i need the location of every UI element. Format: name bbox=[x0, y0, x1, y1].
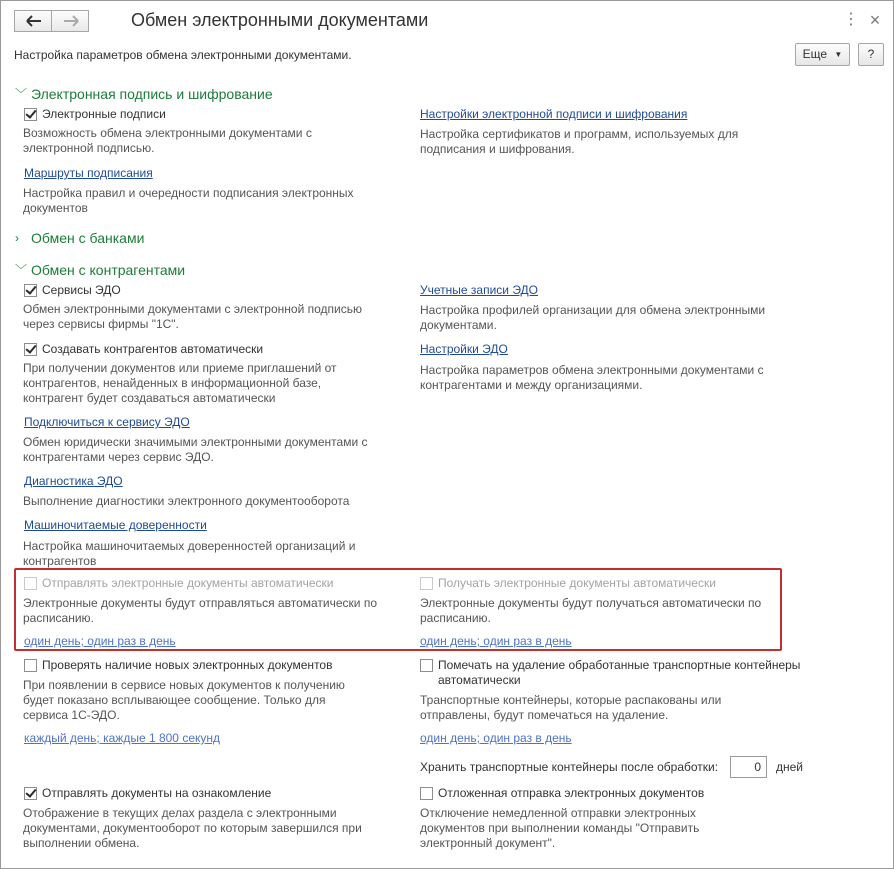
machine-readable-poa-desc: Настройка машиночитаемых доверенностей организаций и контрагентов bbox=[23, 539, 356, 568]
more-actions-icon[interactable]: ⋮ bbox=[843, 11, 859, 28]
machine-readable-poa-link[interactable]: Машиночитаемые доверенности bbox=[24, 518, 207, 532]
edo-diagnostics-link[interactable]: Диагностика ЭДО bbox=[24, 474, 123, 488]
more-button-label: Еще bbox=[802, 47, 828, 61]
edo-settings-desc: Настройка параметров обмена электронными документами с контрагентами и между организациями. bbox=[420, 363, 764, 392]
esign-desc: Возможность обмена электронными документами с электронной подписью. bbox=[23, 126, 312, 155]
receive-auto-checkbox[interactable] bbox=[420, 577, 433, 590]
edo-services-checkbox[interactable] bbox=[24, 284, 37, 297]
group-signature-header[interactable] bbox=[15, 85, 273, 102]
connect-edo-desc: Обмен юридически значимыми электронными документами с контрагентами через сервис ЭДО. bbox=[23, 435, 368, 464]
receive-auto-checkbox-label[interactable]: Получать электронные документы автоматически bbox=[438, 576, 716, 590]
arrow-left-icon bbox=[26, 15, 42, 27]
group-counterparties-header[interactable] bbox=[15, 261, 185, 278]
page-title: Обмен электронными документами bbox=[131, 10, 429, 30]
forward-button[interactable] bbox=[51, 10, 89, 32]
keep-days-input[interactable]: 0 bbox=[730, 756, 767, 778]
chevron-down-icon: ﹀ bbox=[15, 87, 28, 101]
deferred-desc: Отключение немедленной отправки электронных документов при выполнении команды "Отправить электронный документ". bbox=[420, 806, 700, 850]
chevron-down-icon: ﹀ bbox=[15, 263, 28, 277]
mark-delete-checkbox-label[interactable]: Помечать на удаление обработанные транспортные контейнеры автоматически bbox=[438, 658, 801, 687]
deferred-checkbox-label[interactable]: Отложенная отправка электронных документов bbox=[438, 786, 705, 800]
check-new-desc: При появлении в сервисе новых документов к получению будет показано всплывающее сообщение. Только для сервиса 1С-ЭДО. bbox=[23, 678, 345, 722]
esign-settings-desc: Настройка сертификатов и программ, используемых для подписания и шифрования. bbox=[420, 127, 739, 156]
help-button[interactable]: ? bbox=[858, 43, 884, 66]
deferred-checkbox[interactable] bbox=[420, 787, 433, 800]
send-auto-schedule-link[interactable]: один день; один раз в день bbox=[24, 634, 176, 648]
check-new-schedule-link[interactable]: каждый день; каждые 1 800 секунд bbox=[24, 731, 221, 745]
signing-routes-link[interactable]: Маршруты подписания bbox=[24, 166, 153, 180]
group-signature-title: Электронная подпись и шифрование bbox=[31, 86, 273, 102]
edo-services-checkbox-label[interactable]: Сервисы ЭДО bbox=[42, 283, 121, 297]
more-button[interactable] bbox=[795, 43, 850, 66]
check-new-checkbox-label[interactable]: Проверять наличие новых электронных документов bbox=[42, 658, 333, 672]
receive-auto-desc: Электронные документы будут получаться автоматически по расписанию. bbox=[420, 596, 762, 625]
auto-create-desc: При получении документов или приеме приглашений от контрагентов, ненайденных в информационной базе, контрагент будет создаваться автоматически bbox=[23, 361, 337, 405]
edo-services-desc: Обмен электронными документами с электронной подписью через сервисы фирмы "1С". bbox=[23, 302, 362, 331]
keep-days-unit: дней bbox=[776, 760, 804, 774]
page-subtitle: Настройка параметров обмена электронными документами. bbox=[14, 48, 352, 62]
review-checkbox[interactable] bbox=[24, 787, 37, 800]
edo-accounts-desc: Настройка профилей организации для обмена электронными документами. bbox=[420, 303, 766, 332]
auto-create-checkbox-label[interactable]: Создавать контрагентов автоматически bbox=[42, 342, 264, 356]
close-icon[interactable]: × bbox=[869, 10, 881, 30]
esign-checkbox-label[interactable]: Электронные подписи bbox=[42, 107, 166, 121]
signing-routes-desc: Настройка правил и очередности подписания электронных документов bbox=[23, 186, 354, 215]
mark-delete-checkbox[interactable] bbox=[420, 659, 433, 672]
back-button[interactable] bbox=[14, 10, 52, 32]
edo-accounts-link[interactable]: Учетные записи ЭДО bbox=[420, 283, 539, 297]
chevron-right-icon: › bbox=[15, 231, 19, 245]
arrow-right-icon bbox=[63, 15, 79, 27]
mark-delete-schedule-link[interactable]: один день; один раз в день bbox=[420, 731, 572, 745]
group-banks-title: Обмен с банками bbox=[31, 230, 145, 246]
group-counterparties-title: Обмен с контрагентами bbox=[31, 262, 186, 278]
receive-auto-schedule-link[interactable]: один день; один раз в день bbox=[420, 634, 572, 648]
keep-containers-label: Хранить транспортные контейнеры после обработки: bbox=[420, 760, 719, 774]
connect-edo-link[interactable]: Подключиться к сервису ЭДО bbox=[24, 415, 190, 429]
group-banks-header[interactable] bbox=[15, 230, 144, 246]
esign-checkbox[interactable] bbox=[24, 108, 37, 121]
esign-settings-link[interactable]: Настройки электронной подписи и шифрования bbox=[420, 107, 688, 121]
edo-diagnostics-desc: Выполнение диагностики электронного документооборота bbox=[23, 494, 350, 508]
edo-settings-link[interactable]: Настройки ЭДО bbox=[420, 342, 508, 356]
send-auto-checkbox[interactable] bbox=[24, 577, 37, 590]
check-new-checkbox[interactable] bbox=[24, 659, 37, 672]
review-desc: Отображение в текущих делах раздела с электронными документами, документооборот по которым завершился при выполнении обмена. bbox=[23, 806, 362, 850]
send-auto-desc: Электронные документы будут отправляться автоматически по расписанию. bbox=[23, 596, 377, 625]
caret-down-icon: ▼ bbox=[834, 50, 843, 59]
mark-delete-desc: Транспортные контейнеры, которые распакованы или отправлены, будут помечаться на удаление. bbox=[420, 693, 722, 722]
auto-create-checkbox[interactable] bbox=[24, 343, 37, 356]
send-auto-checkbox-label[interactable]: Отправлять электронные документы автоматически bbox=[42, 576, 334, 590]
review-checkbox-label[interactable]: Отправлять документы на ознакомление bbox=[42, 786, 272, 800]
